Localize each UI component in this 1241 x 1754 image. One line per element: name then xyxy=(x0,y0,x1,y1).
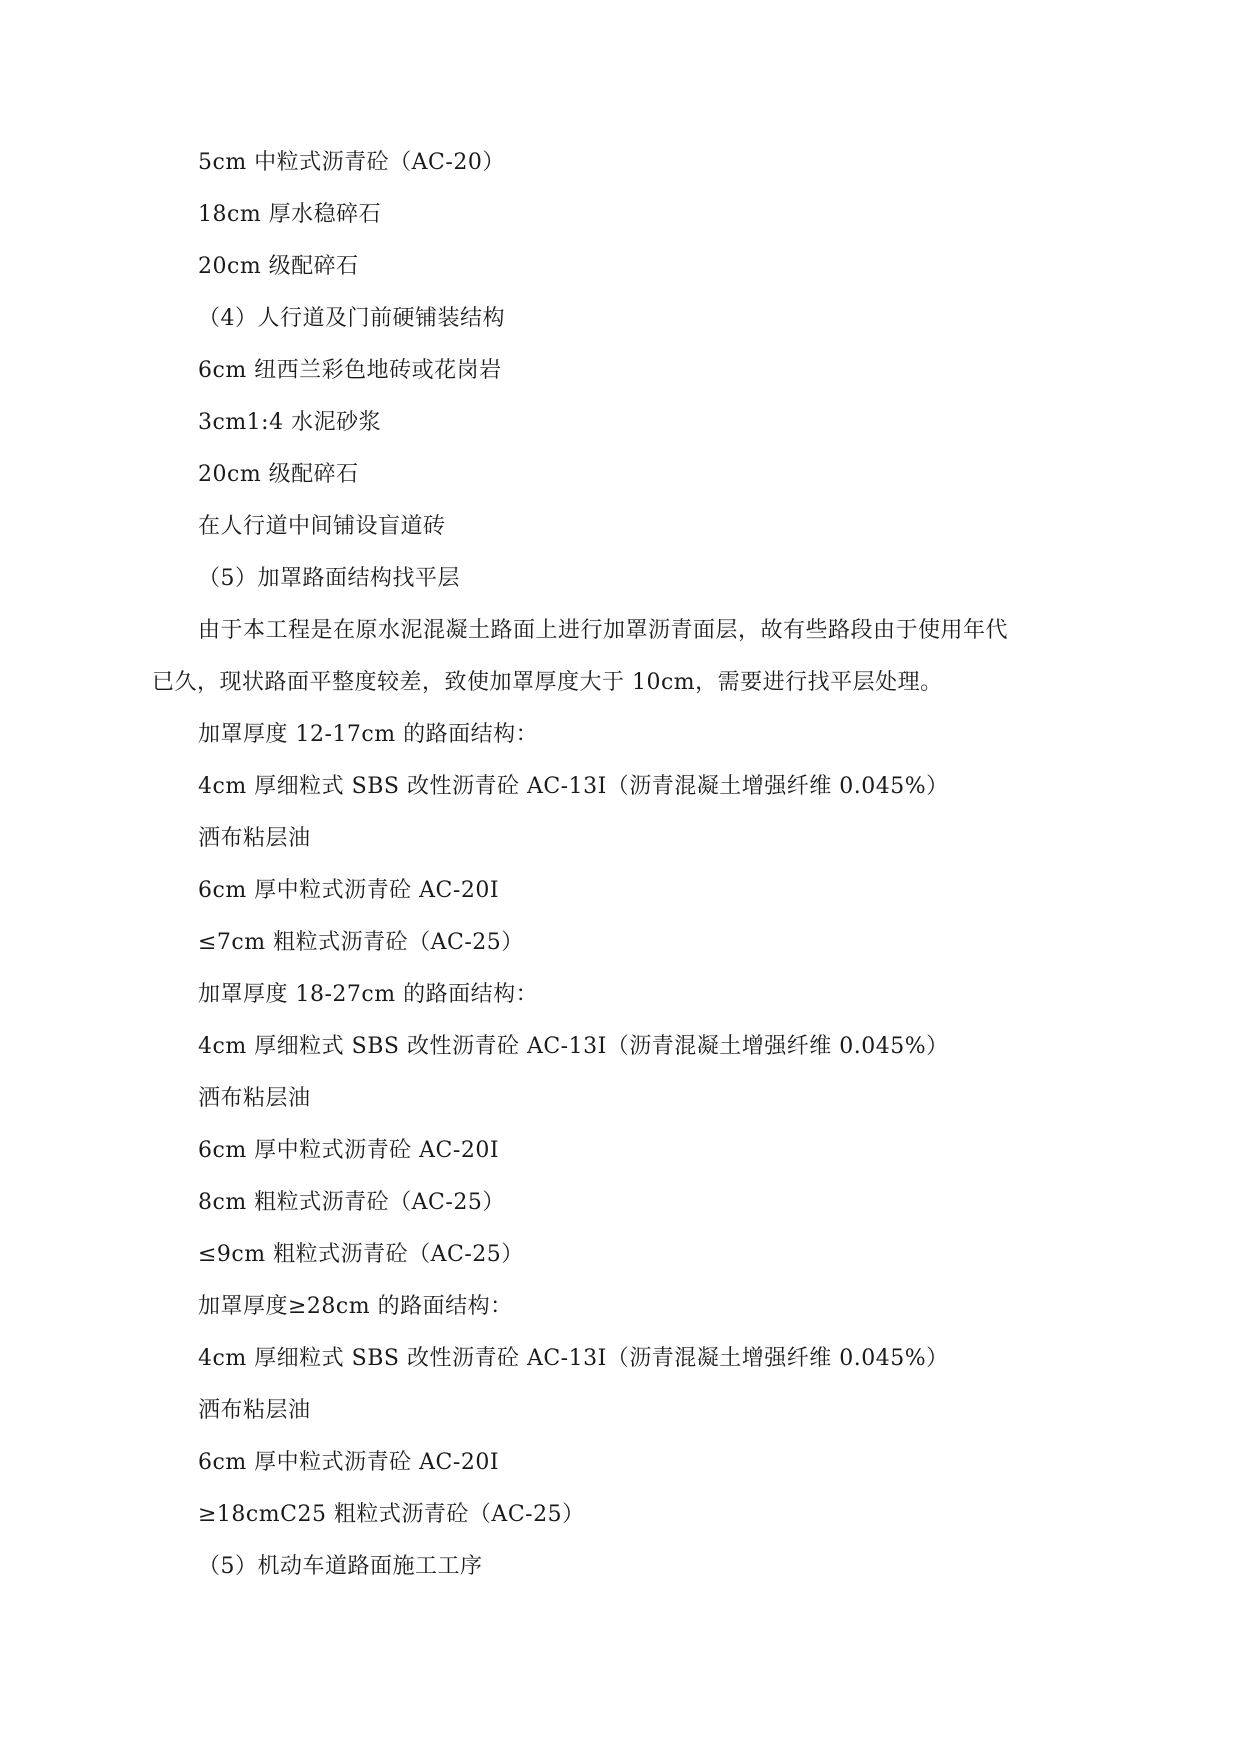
text-line: 洒布粘层油 xyxy=(198,826,311,851)
text-line: 6cm 厚中粒式沥青砼 AC-20I xyxy=(198,1138,500,1163)
section-heading: （5）机动车道路面施工工序 xyxy=(198,1554,483,1579)
text-line: 加罩厚度 12-17cm 的路面结构： xyxy=(198,722,539,747)
text-line: 加罩厚度 18-27cm 的路面结构： xyxy=(198,982,539,1007)
text-line: 6cm 厚中粒式沥青砼 AC-20I xyxy=(198,1450,500,1475)
text-line: 洒布粘层油 xyxy=(198,1398,311,1423)
text-line: 20cm 级配碎石 xyxy=(198,254,359,279)
text-line: 在人行道中间铺设盲道砖 xyxy=(198,514,446,539)
text-line: 18cm 厚水稳碎石 xyxy=(198,202,382,227)
text-line: 加罩厚度≥28cm 的路面结构： xyxy=(198,1294,513,1319)
paragraph-line: 由于本工程是在原水泥混凝土路面上进行加罩沥青面层，故有些路段由于使用年代 xyxy=(198,618,1009,643)
text-line: 3cm1:4 水泥砂浆 xyxy=(198,410,382,435)
text-line: 20cm 级配碎石 xyxy=(198,462,359,487)
text-line: 洒布粘层油 xyxy=(198,1086,311,1111)
section-heading: （4）人行道及门前硬铺装结构 xyxy=(198,306,505,331)
text-line: ≤9cm 粗粒式沥青砼（AC-25） xyxy=(198,1242,524,1267)
text-line: 8cm 粗粒式沥青砼（AC-25） xyxy=(198,1190,505,1215)
text-line: ≤7cm 粗粒式沥青砼（AC-25） xyxy=(198,930,524,955)
text-line: 4cm 厚细粒式 SBS 改性沥青砼 AC-13I（沥青混凝土增强纤维 0.045%） xyxy=(198,1346,949,1371)
text-line: 5cm 中粒式沥青砼（AC-20） xyxy=(198,150,505,175)
text-line: 4cm 厚细粒式 SBS 改性沥青砼 AC-13I（沥青混凝土增强纤维 0.045%） xyxy=(198,774,949,799)
text-line: ≥18cmC25 粗粒式沥青砼（AC-25） xyxy=(198,1502,585,1527)
paragraph-line: 已久，现状路面平整度较差，致使加罩厚度大于 10cm，需要进行找平层处理。 xyxy=(152,670,943,695)
section-heading: （5）加罩路面结构找平层 xyxy=(198,566,460,591)
text-line: 6cm 厚中粒式沥青砼 AC-20I xyxy=(198,878,500,903)
text-line: 4cm 厚细粒式 SBS 改性沥青砼 AC-13I（沥青混凝土增强纤维 0.045%） xyxy=(198,1034,949,1059)
text-line: 6cm 纽西兰彩色地砖或花岗岩 xyxy=(198,358,502,383)
